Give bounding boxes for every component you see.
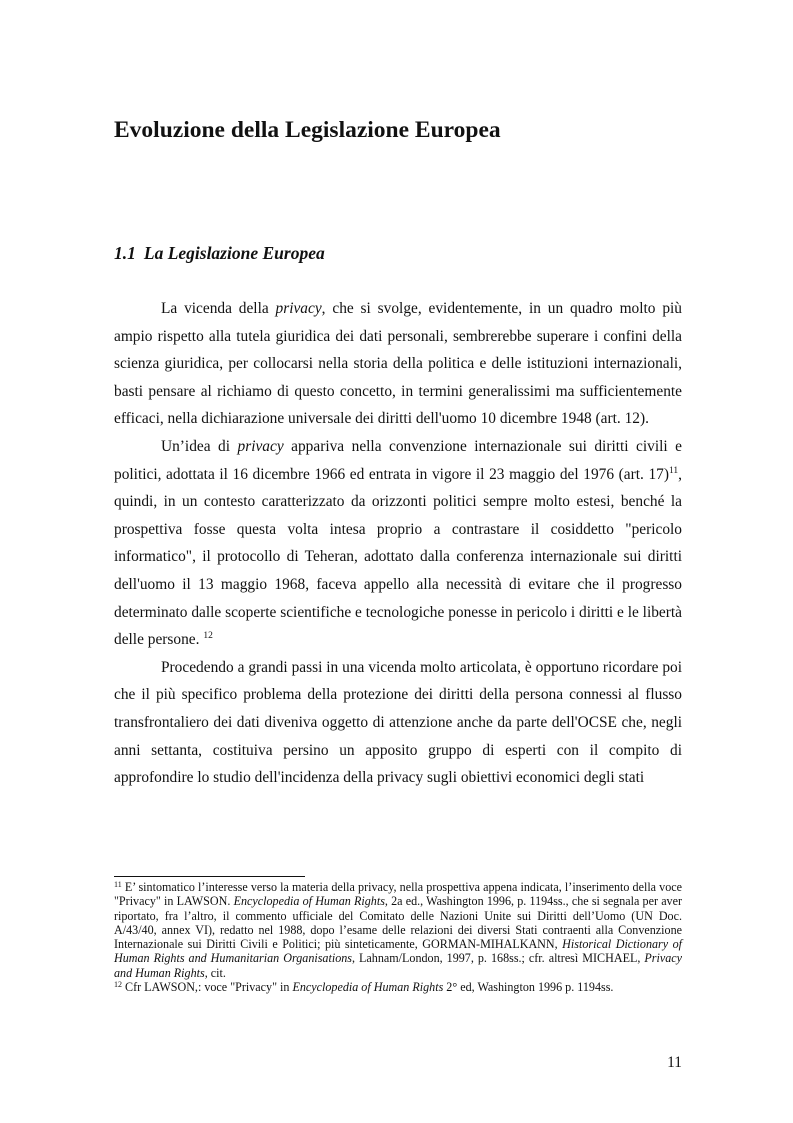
footnote-12-text-a: Cfr LAWSON,: voce "Privacy" in [122,980,293,995]
footnote-11 [114,880,682,980]
paragraph-3: Procedendo a grandi passi in una vicenda molto articolata, è opportuno ricordare poi che il più specifico problema della protezione dei diritti della persona connessi al flusso transfrontaliero dei dati diveniva oggetto di attenzione anche da parte dell'OCSE che, negli anni settanta, costituiva persino un apposito gruppo di esperti con il compito di approfondire lo studio dell'incidenza della privacy sugli obiettivi economici degli stati [114,658,682,787]
paragraph-1-text-a: La vicenda della [161,300,276,317]
body-text [114,295,682,792]
paragraph-1-emphasis: privacy [275,300,322,317]
footnote-ref-12[interactable]: 12 [203,631,213,642]
footnote-11-text-a: E’ sintomatico l’interesse verso la materia della privacy, nella prospettiva appena indicata, l’inserimento della voce "Privacy" in LAWSON. [114,880,682,909]
footnote-12-number: 12 [114,980,122,990]
paragraph-2-emphasis: privacy [237,437,284,455]
footnote-11-text-c: , 2a ed., Washington 1996, p. 1194ss., che si segnala per aver riportato, fra l’altro, il commento ufficiale del Comitato delle Nazioni Unite sui Diritti dell’Uomo (UN Doc. A/43/40, annex VI), redatto nel 1988, dopo l’esame delle relazioni dei diversi Stati contraenti alla Convenzione Internazionale sui Diritti Civili e Politici; più sinteticamente, GORMAN-MIHALKANN, [114,894,683,952]
footnote-11-title-2: Historical Dictionary of Human Rights and Humanitarian Organisations [114,937,683,966]
footnote-11-title-3: Privacy and Human Rights [114,951,682,980]
footnote-12 [114,980,682,994]
section-heading [114,240,694,266]
paragraph-1-text-c: , che si svolge, evidentemente, in un quadro molto più ampio rispetto alla tutela giuridica dei dati personali, sembrerebbe superare i confini della scienza giuridica, per collocarsi nella storia della politica e delle istituzioni internazionali, basti pensare al richiamo di questo concetto, in termini generalissimi ma sufficientemente efficaci, nella dichiarazione universale dei diritti dell'uomo 10 dicembre 1948 (art. 12). [114,300,682,428]
page-number: 11 [667,1054,682,1071]
footnote-12-title: Encyclopedia of Human Rights [292,980,444,995]
footnote-ref-11[interactable]: 11 [668,465,679,476]
footnote-11-text-g: , cit. [204,965,226,980]
footnote-11-text-e: , Lahnam/London, 1997, p. 168ss.; cfr. altresì MICHAEL, [352,951,645,966]
paragraph-1 [114,295,682,433]
chapter-title: Evoluzione della Legislazione Europea [114,117,501,143]
footnote-separator [114,876,305,877]
paragraph-2-text-d: , quindi, in un contesto caratterizzato da orizzonti politici sempre molto estesi, benché la prospettiva fosse questa volta intesa proprio a contrastare il cosiddetto "pericolo informatico", il protocollo di Teheran, adottato dalla conferenza internazionale sui diritti dell'uomo il 13 maggio 1968, faceva appello alla necessità di evitare che il progresso determinato dalle scoperte scientifiche e tecnologiche ponesse in pericolo i diritti e le libertà delle persone. [114,465,682,649]
paragraph-2 [114,433,682,654]
footnotes [114,880,682,994]
section-number: 1.1 [114,243,136,263]
footnote-11-number: 11 [114,880,122,889]
section-title: La Legislazione Europea [143,243,325,263]
footnote-12-text-c: 2° ed, Washington 1996 p. 1194ss. [443,980,614,995]
paragraph-2-text-a: Un’idea di [161,437,238,455]
paragraph-2-text-c: appariva nella convenzione internazionale sui diritti civili e politici, adottata il 16 dicembre 1966 ed entrata in vigore il 23 maggio del 1976 (art. 17) [114,437,682,483]
footnote-11-title-1: Encyclopedia of Human Rights [233,894,385,909]
